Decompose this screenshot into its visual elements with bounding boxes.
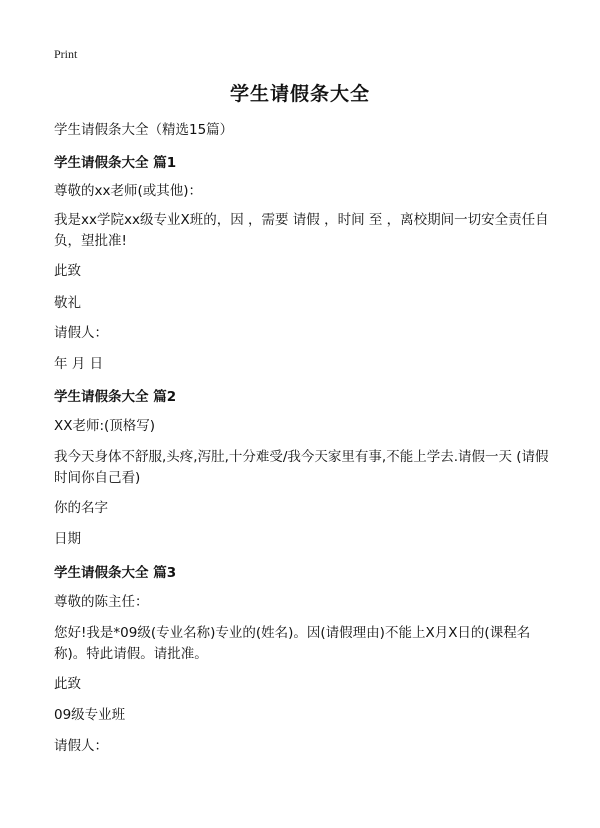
section-3-line-2: 您好!我是*09级(专业名称)专业的(姓名)。因(请假理由)不能上X月X日的(课程名称)。特此请假。请批准。 (54, 625, 531, 662)
section-2-line-2: 我今天身体不舒服,头疼,泻肚,十分难受/我今天家里有事,不能上学去.请假一天 (请假时间你自己看) (54, 449, 549, 486)
section-2-line-1: XX老师:(顶格写) (54, 418, 156, 434)
section-1-line-5: 请假人： (54, 325, 108, 341)
section-1-line-3: 此致 (54, 263, 81, 279)
section-1-line-4: 敬礼 (54, 295, 81, 311)
document-title: 学生请假条大全 (229, 83, 370, 105)
section-3-line-1: 尊敬的陈主任： (54, 594, 149, 610)
section-2-line-3: 你的名字 (54, 500, 108, 516)
section-3-line-4: 09级专业班 (54, 707, 126, 723)
document-subtitle: 学生请假条大全（精选15篇） (54, 122, 234, 138)
section-heading-2: 学生请假条大全 篇2 (54, 389, 177, 405)
section-1-line-1: 尊敬的xx老师(或其他)： (54, 183, 203, 199)
section-3-line-5: 请假人： (54, 738, 108, 754)
section-1-line-2: 我是xx学院xx级专业X班的，因 ，需要 请假 ，时间 至 ，离校期间一切安全责任自负，望批准! (54, 212, 549, 249)
section-heading-3: 学生请假条大全 篇3 (54, 565, 177, 581)
section-2-line-4: 日期 (54, 531, 81, 547)
print-link[interactable]: Print (54, 47, 78, 61)
section-heading-1: 学生请假条大全 篇1 (54, 155, 177, 171)
section-3-line-3: 此致 (54, 676, 81, 692)
section-1-line-6: 年 月 日 (54, 356, 104, 372)
